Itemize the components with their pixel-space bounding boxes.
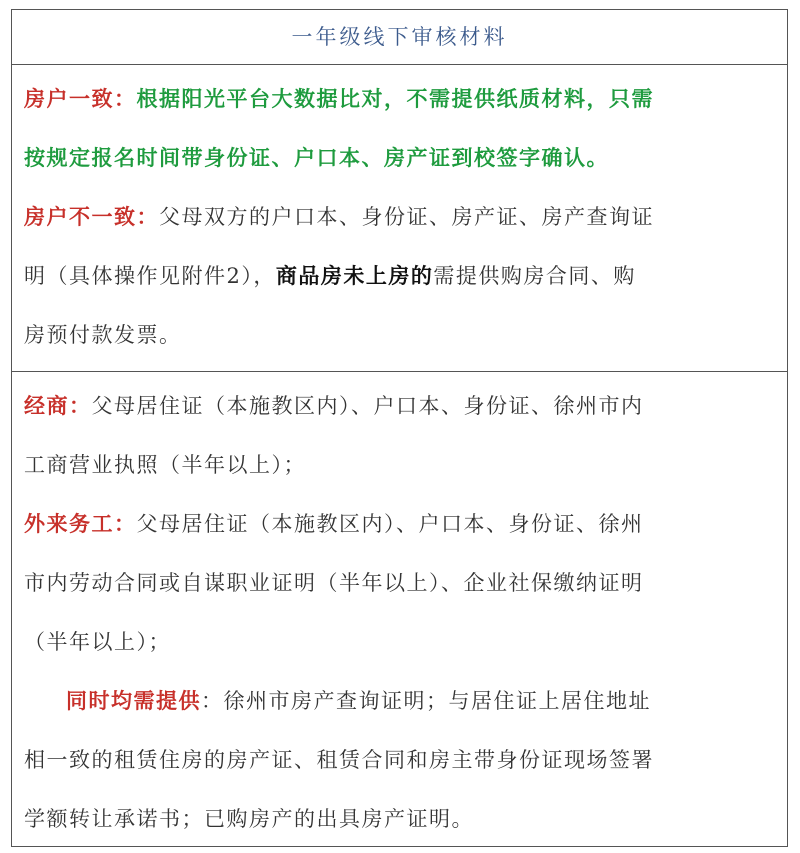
line <box>24 83 781 113</box>
line <box>24 390 781 420</box>
materials-table <box>11 9 788 847</box>
text: 按规定报名时间带身份证、户口本、房产证到校签字确认。 <box>24 145 609 170</box>
line <box>24 260 781 290</box>
text: 房预付款发票。 <box>24 323 182 347</box>
text: 父母居住证（本施教区内）、户口本、身份证、徐州 <box>136 512 644 536</box>
text: 父母居住证（本施教区内）、户口本、身份证、徐州市内 <box>91 394 644 418</box>
label-both-required: 同时均需提供 <box>66 688 201 713</box>
line <box>24 626 781 656</box>
line <box>24 508 781 538</box>
table-title: 一年级线下审核材料 <box>12 10 787 65</box>
text: 工商营业执照（半年以上）； <box>24 453 306 477</box>
text: （半年以上）； <box>24 630 171 654</box>
text: 明（具体操作见附件2）， <box>24 264 276 288</box>
text: 相一致的租赁住房的房产证、租赁合同和房主带身份证现场签署 <box>24 748 654 772</box>
line <box>24 319 781 349</box>
label-business: 经商： <box>24 393 92 418</box>
line <box>24 803 781 833</box>
text: 父母双方的户口本、身份证、房产证、房产查询证 <box>159 205 654 229</box>
line <box>66 685 781 715</box>
line <box>24 142 781 172</box>
text: 学额转让承诺书；已购房产的出具房产证明。 <box>24 807 474 831</box>
section-residence-permit <box>12 372 787 848</box>
emphasis-text: 商品房未上房的 <box>275 263 434 288</box>
line <box>24 201 781 231</box>
text: 市内劳动合同或自谋职业证明（半年以上）、企业社保缴纳证明 <box>24 571 644 595</box>
text: 需提供购房合同、购 <box>433 264 636 288</box>
line <box>24 449 781 479</box>
text: ：徐州市房产查询证明；与居住证上居住地址 <box>201 689 651 713</box>
label-house-mismatch: 房户不一致： <box>24 204 159 229</box>
label-house-match: 房户一致： <box>24 86 137 111</box>
label-migrant-worker: 外来务工： <box>24 511 137 536</box>
text: 根据阳光平台大数据比对，不需提供纸质材料，只需 <box>136 86 654 111</box>
line <box>24 567 781 597</box>
section-house-registration <box>12 65 787 372</box>
line <box>24 744 781 774</box>
